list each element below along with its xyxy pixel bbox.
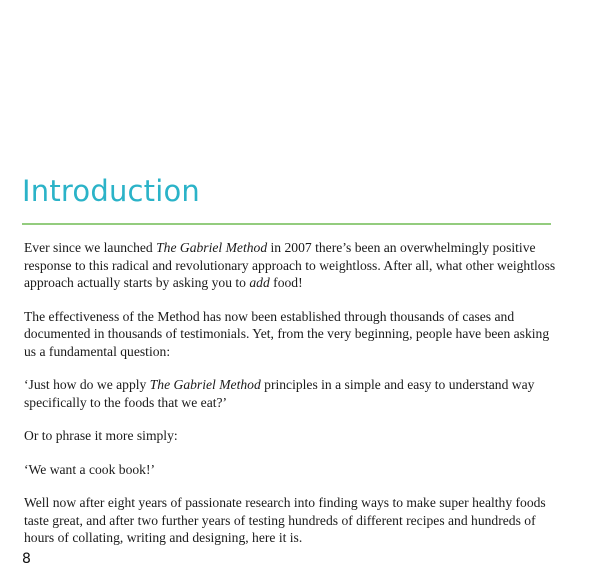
p1-text-a: Ever since we launched [24,240,157,255]
paragraph-4: Or to phrase it more simply: [24,428,178,443]
paragraph-5: ‘We want a cook book!’ [24,461,156,477]
paragraph-2: The effectiveness of the Method has now been established through thousands of cases and documented in thousands of testimonials. Yet, from the very beginning, people have been asking us a fundamental question: [24,308,550,359]
p1-emphasis: add [249,275,270,290]
paragraph-3 [24,376,559,411]
p1-text-b: in 2007 there’s been an overwhelmingly positive response to this radical and revolutionary approach to weightloss. After all, what other weightloss approach actually starts by asking you to [24,240,556,290]
p1-text-c: food! [269,275,303,290]
page-number: 8 [22,551,31,567]
p1-book-title: The Gabriel Method [156,240,268,255]
paragraph-6: Well now after eight years of passionate research into finding ways to make super healthy foods taste great, and after two further years of testing hundreds of different recipes and hundreds of hours of collating, writing and designing, here it is. [24,495,546,545]
title-divider [22,223,551,225]
paragraph-1 [24,239,559,292]
p3-book-title: The Gabriel Method [149,377,261,392]
page-title: Introduction [22,174,201,208]
p3-text-b: principles in a simple and easy to understand way specifically to the foods that we eat?’ [24,377,535,410]
p3-text-a: ‘Just how do we apply [24,377,150,392]
body-text [24,239,559,547]
